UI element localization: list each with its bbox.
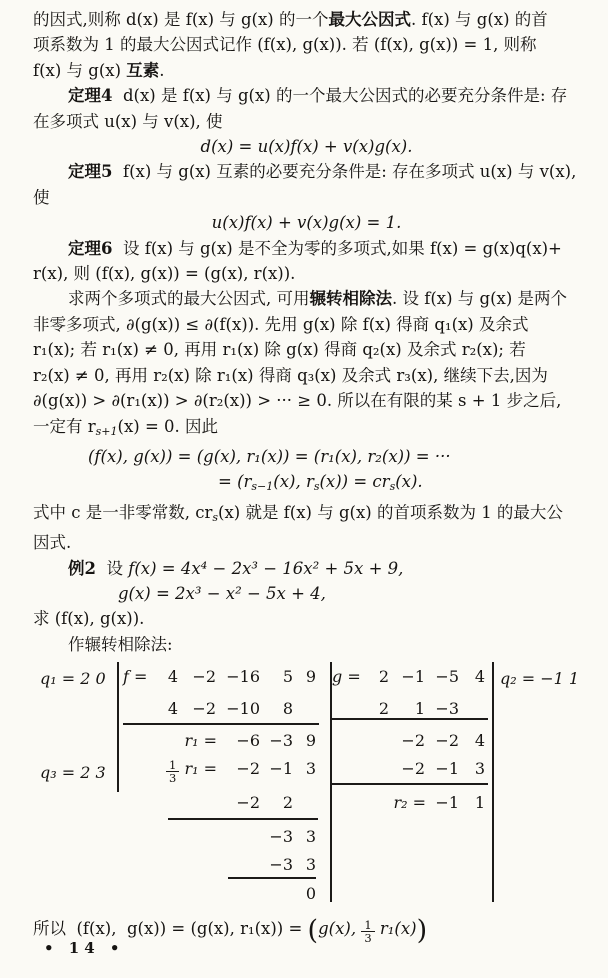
page-number: • 14 •	[44, 939, 125, 957]
table-cell: −2	[236, 759, 260, 779]
text-run: r₁(x)	[374, 919, 417, 939]
divider-line	[332, 783, 488, 785]
example-2-label: 例2	[68, 558, 96, 578]
quotient-q1-label: q₁ = 2 0	[40, 669, 106, 689]
table-cell: 9	[305, 667, 316, 687]
table-cell: 3	[305, 855, 316, 875]
fraction-one-third	[361, 919, 374, 945]
tail-paragraph-2: 因式.	[33, 533, 72, 553]
table-row	[332, 756, 488, 781]
text-run: 设 f(x) 与 g(x) 是不全为零的多项式,如果 f(x) = g(x)q(x)+	[112, 238, 562, 258]
fraction-numerator: 1	[361, 919, 374, 933]
text-line-intro-2: 项系数为 1 的最大公因式记作 (f(x), g(x)). 若 (f(x), g(x)) = 1, 则称	[33, 35, 537, 55]
text-run: .	[159, 60, 165, 80]
table-row	[123, 881, 319, 906]
table-cell: 2	[378, 699, 389, 719]
table-cell: −1	[269, 759, 293, 779]
table-cell: 4	[474, 731, 485, 751]
example-2-question: 求 (f(x), g(x)).	[33, 609, 145, 629]
text-run: (x) 就是 f(x) 与 g(x) 的首项系数为 1 的最大公	[218, 502, 563, 522]
row-label-f: f =	[123, 667, 148, 687]
table-row	[123, 696, 319, 721]
text-run: (x).	[395, 472, 423, 492]
row-label-g: g =	[332, 667, 361, 687]
table-cell: −3	[269, 855, 293, 875]
subscript: s	[212, 510, 219, 524]
table-row	[123, 824, 319, 849]
euclid-paragraph-1	[33, 286, 580, 311]
big-left-paren: (	[307, 915, 319, 947]
equation-bezout-d: d(x) = u(x)f(x) + v(x)g(x).	[200, 137, 413, 157]
text-run: 求两个多项式的最大公因式, 可用	[68, 289, 310, 309]
divider-line	[168, 818, 318, 820]
row-label-r1: r₁ =	[184, 731, 217, 751]
row-label-empty	[123, 696, 149, 721]
fraction-denominator: 3	[169, 771, 177, 786]
theorem-4-line	[33, 83, 580, 108]
text-run: . f(x) 与 g(x) 的首	[411, 10, 548, 29]
table-cell: 4	[167, 667, 178, 687]
table-row	[123, 728, 319, 753]
quotient-q2-label: q₂ = −1 1	[500, 669, 580, 689]
table-cell: −6	[236, 731, 260, 751]
row-label-r2: r₂ =	[393, 793, 426, 813]
text-run: 所以 (f(x), g(x)) = (g(x), r₁(x)) =	[33, 919, 308, 939]
table-cell: −2	[435, 731, 459, 751]
fraction-one-third	[166, 759, 179, 785]
table-cell: −3	[435, 699, 459, 719]
table-row	[332, 790, 488, 815]
euclid-paragraph-6	[33, 414, 580, 444]
table-cell: −2	[192, 699, 216, 719]
table-cell: 9	[305, 731, 316, 751]
table-cell: 8	[282, 699, 293, 719]
euclid-paragraph-5: ∂(g(x)) > ∂(r₁(x)) > ∂(r₂(x)) > ··· ≥ 0. 所以在有限的某 s + 1 步之后,	[33, 391, 562, 411]
theorem-5-label: 定理5	[68, 162, 113, 182]
table-row	[123, 852, 319, 877]
theorem-4-continuation: 在多项式 u(x) 与 v(x), 使	[33, 111, 223, 131]
table-row	[332, 664, 488, 689]
text-run: 式中 c 是一非零常数, cr	[33, 502, 213, 522]
divider-line	[228, 877, 316, 879]
euclid-paragraph-4: r₂(x) ≠ 0, 再用 r₂(x) 除 r₁(x) 得商 q₃(x) 及余式 r₃(x), 继续下去,因为	[33, 365, 548, 385]
text-run: f(x) 与 g(x)	[33, 60, 127, 80]
table-cell: −5	[435, 667, 459, 687]
table-cell: −1	[401, 667, 425, 687]
fraction-denominator: 3	[364, 931, 372, 946]
table-cell: 4	[474, 667, 485, 687]
text-run: = (r	[218, 472, 252, 492]
table-cell: 0	[305, 884, 316, 904]
row-label-third-r1	[123, 756, 219, 785]
text-run: d(x) 是 f(x) 与 g(x) 的一个最大公因式的必要充分条件是: 存	[112, 86, 568, 106]
table-cell: 3	[305, 827, 316, 847]
table-cell: −3	[269, 827, 293, 847]
text-run: 的因式,则称 d(x) 是 f(x) 与 g(x) 的一个	[33, 10, 329, 29]
fraction-numerator: 1	[166, 759, 179, 773]
text-run: 设	[95, 558, 129, 578]
theorem-5-line	[33, 159, 580, 184]
table-cell: −3	[269, 731, 293, 751]
table-row	[123, 756, 319, 785]
subscript: s−1	[251, 480, 274, 494]
table-cell: −2	[401, 759, 425, 779]
quotient-q3-label: q₃ = 2 3	[40, 763, 106, 783]
table-cell: 1	[414, 699, 425, 719]
division-table	[33, 662, 580, 904]
table-row	[123, 790, 319, 815]
table-cell: 2	[378, 667, 389, 687]
table-cell: −2	[401, 731, 425, 751]
euclid-paragraph-3: r₁(x); 若 r₁(x) ≠ 0, 再用 r₁(x) 除 g(x) 得商 q₂(x) 及余式 r₂(x); 若	[33, 340, 526, 360]
table-cell: −2	[192, 667, 216, 687]
divider-line	[332, 718, 488, 720]
theorem-6-continuation: r(x), 则 (f(x), g(x)) = (g(x), r(x)).	[33, 264, 296, 284]
text-run: g(x),	[318, 919, 362, 939]
theorem-5-continuation: 使	[33, 187, 50, 207]
text-run: (x)) = cr	[319, 472, 390, 492]
big-right-paren: )	[416, 915, 428, 947]
example-2-line	[33, 556, 580, 581]
theorem-6-label: 定理6	[68, 238, 113, 258]
polynomial-g: g(x) = 2x³ − x² − 5x + 4,	[118, 583, 326, 603]
table-cell: 3	[474, 759, 485, 779]
example-2-method: 作辗转相除法:	[68, 634, 173, 654]
divider-line	[117, 662, 119, 792]
polynomial-f: f(x) = 4x⁴ − 2x³ − 16x² + 5x + 9,	[128, 558, 404, 578]
row-label-r1-suffix: r₁ =	[179, 759, 217, 779]
equation-chain-2	[218, 469, 580, 499]
divider-line	[492, 662, 494, 902]
table-row	[332, 728, 488, 753]
table-cell: −2	[236, 793, 260, 813]
text-line-intro-1	[33, 7, 580, 32]
bold-term-euclid: 辗转相除法	[309, 289, 392, 309]
table-cell: 1	[474, 793, 485, 813]
divider-line	[123, 723, 319, 725]
theorem-6-line	[33, 236, 580, 261]
subscript: s	[313, 480, 320, 494]
text-run: (x) = 0. 因此	[117, 416, 218, 436]
text-run: f(x) 与 g(x) 互素的必要充分条件是: 存在多项式 u(x) 与 v(x),	[112, 162, 577, 182]
euclid-paragraph-2: 非零多项式, ∂(g(x)) ≤ ∂(f(x)). 先用 g(x) 除 f(x) 得商 q₁(x) 及余式	[33, 314, 529, 334]
text-line-intro-3	[33, 58, 580, 83]
table-cell: 4	[167, 699, 178, 719]
subscript: s	[389, 480, 396, 494]
table-cell: 5	[282, 667, 293, 687]
bold-term-gcd: 最大公因式	[328, 10, 411, 29]
table-cell: −10	[226, 699, 260, 719]
table-row	[123, 664, 319, 689]
text-run: . 设 f(x) 与 g(x) 是两个	[392, 289, 567, 309]
table-cell: −1	[435, 759, 459, 779]
equation-chain-1: (f(x), g(x)) = (g(x), r₁(x)) = (r₁(x), r₂(x)) = ···	[88, 446, 451, 466]
subscript: s+1	[95, 424, 118, 438]
table-cell: −1	[435, 793, 459, 813]
theorem-4-label: 定理4	[68, 86, 113, 106]
tail-paragraph-1	[33, 500, 580, 530]
table-cell: 2	[282, 793, 293, 813]
table-cell: 3	[305, 759, 316, 779]
text-run: 一定有 r	[33, 416, 96, 436]
table-cell: −16	[226, 667, 260, 687]
equation-bezout-1: u(x)f(x) + v(x)g(x) = 1.	[211, 213, 402, 233]
text-run: (x), r	[273, 472, 314, 492]
bold-term-coprime: 互素	[126, 60, 160, 80]
